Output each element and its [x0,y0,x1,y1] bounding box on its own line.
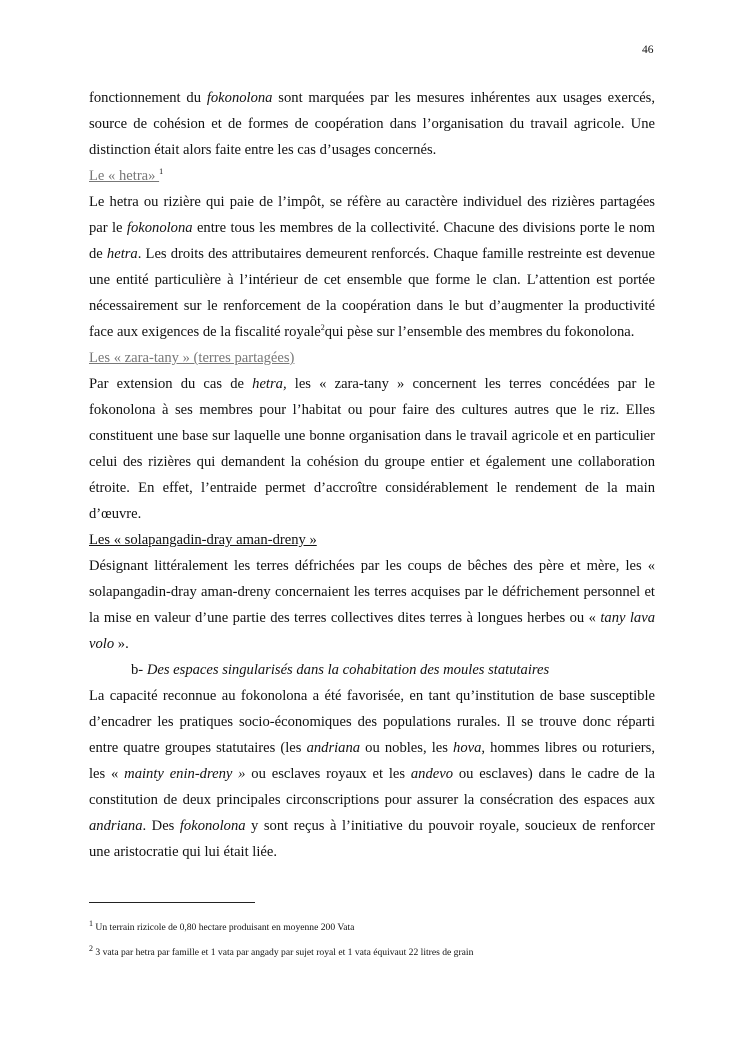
paragraph-4-italic-tany-lava-volo: tany lava volo [89,610,655,652]
paragraph-4-text-a: Désignant littéralement les terres défrichées par les coups de bêches des père et mère, les « solapangadin-dray aman-dreny concernaient les terres acquises par le défrichement personnel et la mise en valeur d’une partie des terres collectives dites terres à longues herbes ou « [89,558,655,626]
paragraph-5-text-m: y sont reçus à l’initiative du pouvoir royale, soucieux de renforcer une aristocratie qui lui était liée. [89,818,655,860]
paragraph-5-text-k: . Des [142,818,180,834]
paragraph-5-text-i: ou esclaves) dans le cadre de la constitution de deux principales circonscriptions pour assurer la consécration des espaces aux [89,766,655,808]
heading-solapangadin-label: Les « solapangadin-dray aman-dreny » [89,532,317,548]
paragraph-3-italic-hetra: hetra, [252,376,287,392]
footnote-separator [89,902,255,903]
footnote-ref-2: 2 [320,323,325,333]
paragraph-5-italic-andriana-2: andriana [89,818,143,834]
footnote-ref-1: 1 [159,167,164,177]
paragraph-4-text-c: ». [114,636,129,652]
footnote-2-text: 3 vata par hetra par famille et 1 vata par angady par sujet royal et 1 vata équivaut 22 litres de grain [93,947,474,958]
paragraph-2 [89,189,655,345]
paragraph-1-italic-term: fokonolona [206,90,273,106]
paragraph-5-italic-fokonolona: fokonolona [179,818,246,834]
paragraph-5-text-e: , hommes libres ou roturiers, les « [89,740,655,782]
paragraph-5 [89,683,655,865]
sub-heading-b [89,657,655,683]
paragraph-5-italic-hova: hova [453,740,482,756]
sub-heading-text: Des espaces singularisés dans la cohabitation des moules statutaires [146,662,550,678]
paragraph-5-italic-andevo: andevo [410,766,454,782]
paragraph-5-text-g: ou esclaves royaux et les [245,766,411,782]
paragraph-5-text-a: La capacité reconnue au fokonolona a été favorisée, en tant qu’institution de base susceptible d’encadrer les pratiques socio-économiques des populations rurales. Il se trouve donc réparti entre quatre groupes statutaires (les [89,688,655,756]
paragraph-2-text-c: entre tous les membres de la collectivité. Chacune des divisions porte le nom de [89,220,655,262]
footnote-1 [89,915,655,940]
heading-zara-tany-label: Les « zara-tany » (terres partagées) [89,350,295,366]
footnote-2 [89,940,655,965]
paragraph-5-text-c: ou nobles, les [360,740,454,756]
paragraph-1-text-c: sont marquées par les mesures inhérentes aux usages exercés, source de cohésion et de formes de coopération dans l’organisation du travail agricole. Une distinction était alors faite entre les cas d’usages concernés. [89,90,656,158]
paragraph-2-text-a: Le hetra ou rizière qui paie de l’impôt, se réfère au caractère individuel des rizières partagées par le [89,194,655,236]
paragraph-3-text-a: Par extension du cas de [89,376,253,392]
heading-zara-tany [89,345,655,371]
page-number: 46 [642,44,654,56]
heading-hetra [89,163,655,189]
paragraph-5-italic-andriana: andriana [306,740,361,756]
paragraph-1 [89,85,655,163]
paragraph-1-text-a: fonctionnement du [89,90,207,106]
footnote-1-text: Un terrain rizicole de 0,80 hectare produisant en moyenne 200 Vata [93,922,355,933]
footnote-1-marker: 1 [89,918,93,928]
paragraph-3-text-c: les « zara-tany » concernent les terres concédées par le fokonolona à ses membres pour l’habitat ou pour faire des cultures autres que le riz. Elles constituent une base sur laquelle une bonne organisation dans le travail agricole et en particulier celui des rizières qui demandent la cohésion du groupe entier et également une collaboration étroite. En effet, l’entraide permet d’accroître considérablement le rendement de la main d’œuvre. [89,376,655,522]
footnotes [89,915,655,965]
heading-solapangadin [89,527,655,553]
paragraph-4 [89,553,655,657]
paragraph-5-italic-mainty: mainty enin-dreny » [124,766,246,782]
heading-hetra-label: Le « hetra» [89,168,160,184]
paragraph-2-italic-hetra: hetra [106,246,138,262]
sub-heading-marker: b- [131,662,147,678]
paragraph-2-text-e: . Les droits des attributaires demeurent renforcés. Chaque famille restreinte est devenue une entité particulière à l’intérieur de cet ensemble que forme le clan. L’attention est portée nécessairement sur le renforcement de la coopération dans le but d’augmenter la productivité face aux exigences de la fiscalité royale [89,246,655,340]
body-text [89,85,655,865]
paragraph-2-text-f: qui pèse sur l’ensemble des membres du fokonolona. [324,324,635,340]
paragraph-3 [89,371,655,527]
footnote-2-marker: 2 [89,943,93,953]
paragraph-2-italic-fokonolona: fokonolona [126,220,193,236]
